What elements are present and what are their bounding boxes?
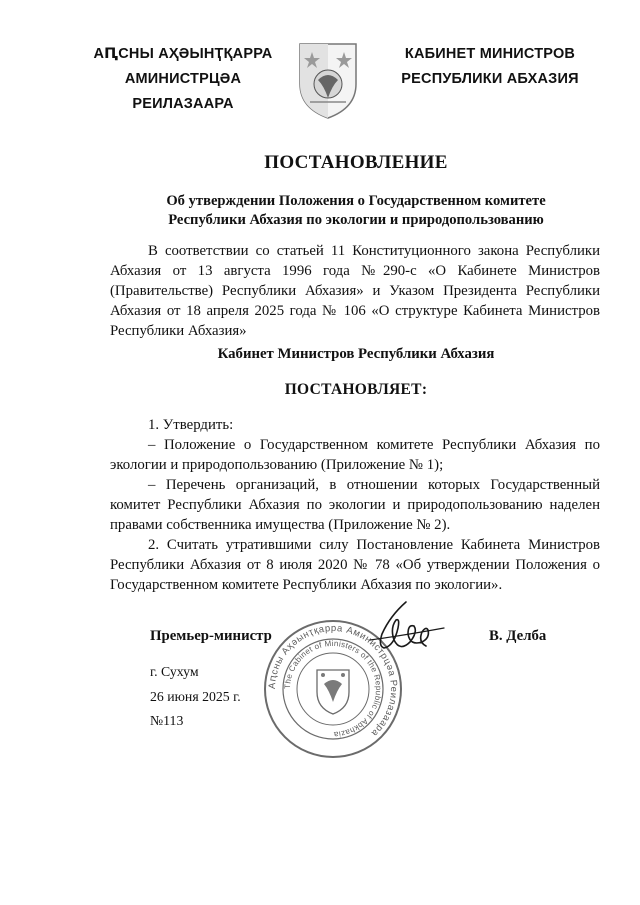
item-1-sub-b: – Перечень организаций, в отношении которых Государственный комитет Республики Абхазия по экологии и природопользованию наделен правами собственника имущества (Приложение № 2). [110,477,600,533]
preamble-paragraph: В соответствии со статьей 11 Конституционного закона Республики Абхазия от 13 августа 1996 года №290-с «О Кабинете Министров (Правительстве) Республики Абхазия» и Указом Президента Республики Абхазия от 18 апреля 2025 года № 106 «О структуре Кабинета Министров Республики Абхазия» [110,243,600,339]
item-1-sub-a: – Положение о Государственном комитете Республики Абхазия по экологии и природопользованию (Приложение № 1); [110,437,600,473]
item-1-heading: 1. Утвердить: [148,417,234,433]
header-right-line1: КАБИНЕТ МИНИСТРОВ [404,46,576,62]
subtitle-line2: Республики Абхазия по экологии и природопользованию [168,212,544,228]
resolution-items [110,415,600,595]
signatory-name: В. Делба [489,628,547,644]
document-city: г. Сухум [150,664,199,679]
document-date: 26 июня 2025 г. [150,689,241,704]
seal-inner-text: The Cabinet of Ministers of the Republic of Abkhazia [282,638,384,740]
issuer-heading: Кабинет Министров Республики Абхазия [217,346,495,362]
signatory-position: Премьер-министр [150,628,272,644]
header-right-line2: РЕСПУБЛИКИ АБХАЗИЯ [401,71,579,87]
document-type-title: ПОСТАНОВЛЕНИЕ [264,152,448,173]
state-emblem-icon [296,40,360,120]
document-subtitle [100,192,612,230]
seal-outer-text: Аԥсны Аҳәынҭқарра Аминистрцәа Реилазаара [266,622,400,739]
decree-heading: ПОСТАНОВЛЯЕТ: [284,381,428,398]
header-left-line2: АМИНИСТРЦӘА РЕИЛАЗААРА [124,71,242,112]
document-number: №113 [150,713,184,728]
item-2: 2. Считать утратившими силу Постановление Кабинета Министров Республики Абхазия от 8 июля 2020 № 78 «Об утверждении Положения о Государственном комитете Республики Абхазия по экологии». [110,537,600,593]
handwritten-signature [360,598,450,662]
subtitle-line1: Об утверждении Положения о Государственном комитете [166,193,546,209]
header-left-line1: АԤСНЫ АҲӘЫНҬҚАРРА [93,46,273,62]
header-left [78,42,288,117]
header-right [390,42,590,92]
